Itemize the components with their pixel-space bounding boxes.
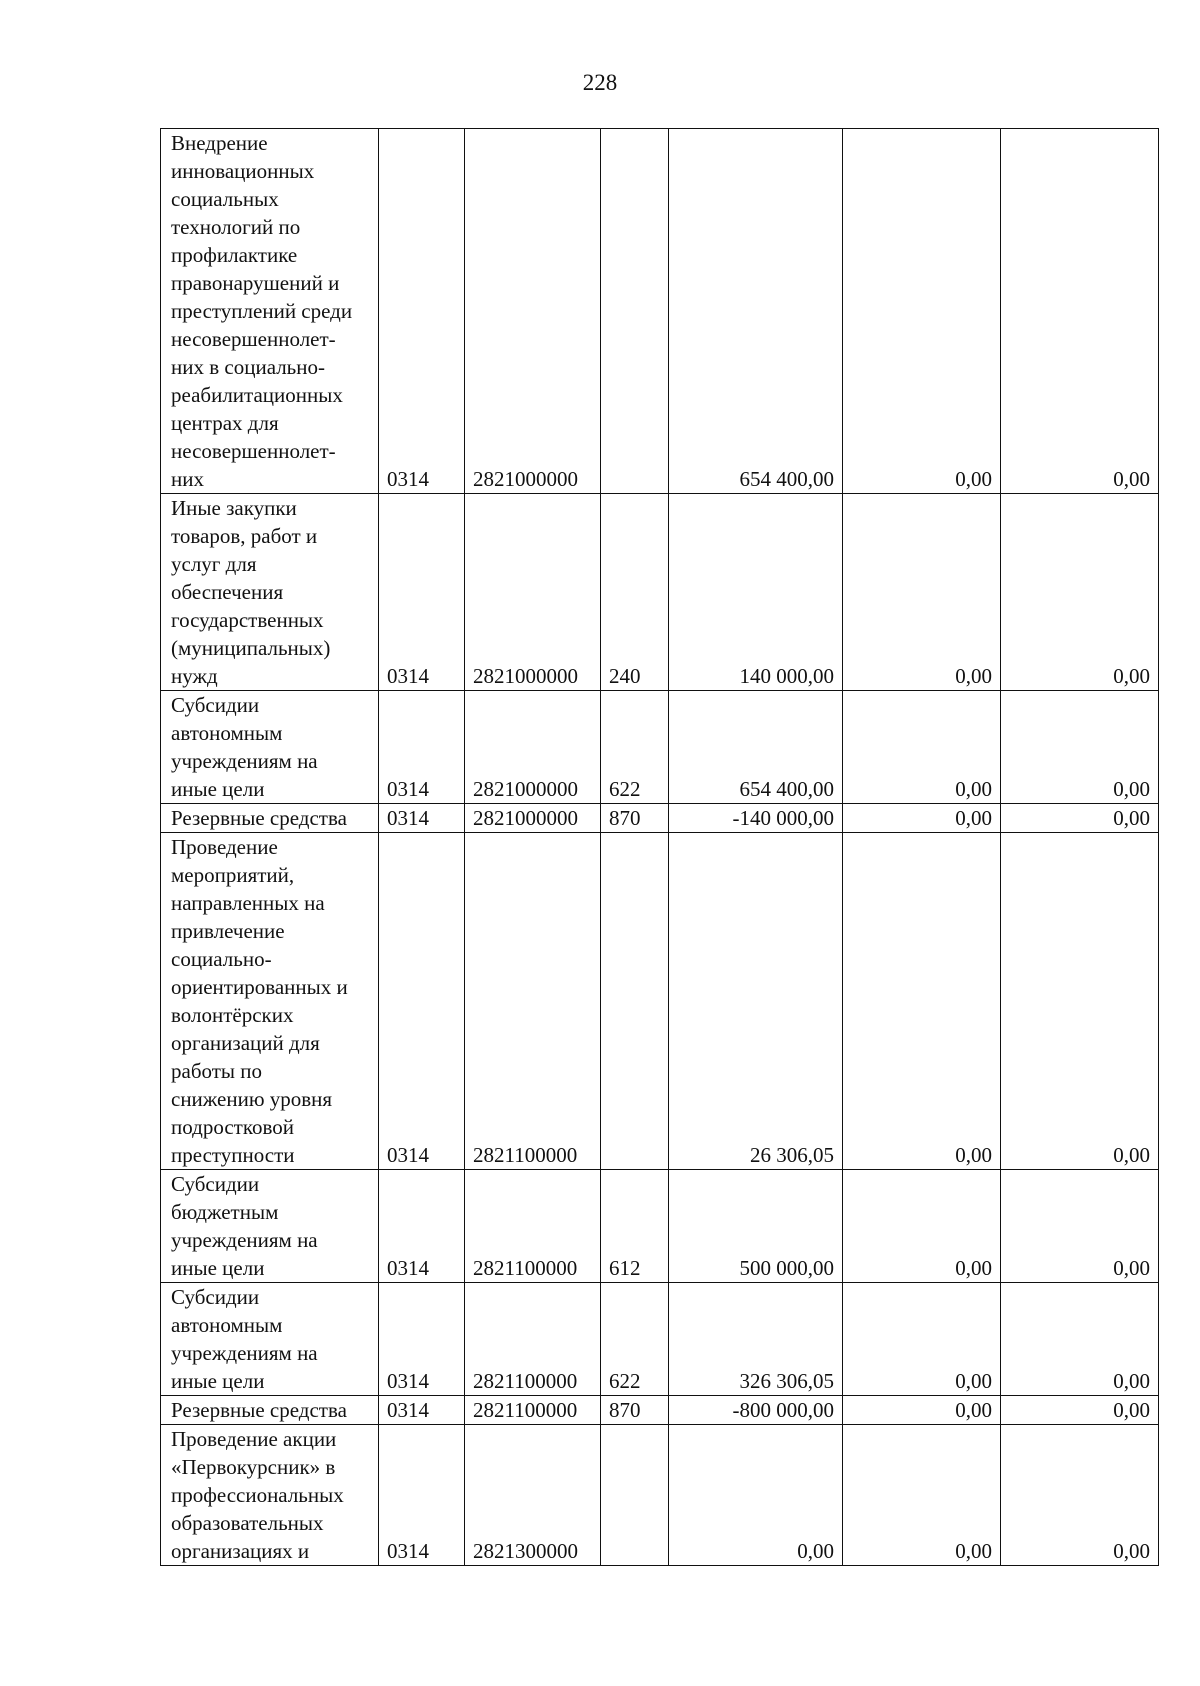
section-cell: 0314 bbox=[379, 1425, 465, 1566]
page-number: 228 bbox=[582, 70, 618, 95]
row-name-line: Субсидии bbox=[171, 1285, 260, 1309]
amount-3-cell: 0,00 bbox=[1001, 691, 1159, 804]
row-name-line: преступлений среди bbox=[171, 299, 353, 323]
section-cell: 0314 bbox=[379, 129, 465, 494]
row-name-line: них bbox=[171, 467, 204, 491]
amount-2-cell: 0,00 bbox=[843, 1283, 1001, 1396]
row-name-cell bbox=[161, 1425, 379, 1566]
table-row bbox=[161, 129, 1159, 494]
amount-2-cell: 0,00 bbox=[843, 804, 1001, 833]
amount-2-cell: 0,00 bbox=[843, 1170, 1001, 1283]
row-name-line: Иные закупки bbox=[171, 496, 297, 520]
row-name-line: «Первокурсник» в bbox=[171, 1455, 336, 1479]
table-row bbox=[161, 1425, 1159, 1566]
section-cell: 0314 bbox=[379, 833, 465, 1170]
row-name-line: ориентированных и bbox=[171, 975, 348, 999]
row-name-line: нужд bbox=[171, 664, 218, 688]
row-name-line: социальных bbox=[171, 187, 279, 211]
row-name-line: несовершеннолет- bbox=[171, 327, 336, 351]
row-name-cell bbox=[161, 1283, 379, 1396]
row-name-line: автономным bbox=[171, 721, 283, 745]
expense-type-cell bbox=[601, 129, 669, 494]
amount-3-cell: 0,00 bbox=[1001, 1396, 1159, 1425]
row-name-line: автономным bbox=[171, 1313, 283, 1337]
amount-3-cell: 0,00 bbox=[1001, 804, 1159, 833]
amount-3-cell: 0,00 bbox=[1001, 129, 1159, 494]
row-name-line: учреждениям на bbox=[171, 1341, 318, 1365]
row-name-line: Внедрение bbox=[171, 131, 268, 155]
amount-2-cell: 0,00 bbox=[843, 833, 1001, 1170]
table-body bbox=[161, 129, 1159, 1566]
row-name-line: образовательных bbox=[171, 1511, 324, 1535]
table-row bbox=[161, 1170, 1159, 1283]
row-name-line: направленных на bbox=[171, 891, 325, 915]
amount-2-cell: 0,00 bbox=[843, 129, 1001, 494]
row-name-line: учреждениям на bbox=[171, 749, 318, 773]
amount-cell: -140 000,00 bbox=[669, 804, 843, 833]
row-name-cell bbox=[161, 804, 379, 833]
row-name-line: преступности bbox=[171, 1143, 295, 1167]
row-name-line: технологий по bbox=[171, 215, 301, 239]
amount-3-cell: 0,00 bbox=[1001, 833, 1159, 1170]
row-name-line: профилактике bbox=[171, 243, 298, 267]
section-cell: 0314 bbox=[379, 494, 465, 691]
amount-3-cell: 0,00 bbox=[1001, 1283, 1159, 1396]
amount-2-cell: 0,00 bbox=[843, 1425, 1001, 1566]
row-name-cell bbox=[161, 1396, 379, 1425]
row-name-line: бюджетным bbox=[171, 1200, 279, 1224]
amount-cell: 500 000,00 bbox=[669, 1170, 843, 1283]
row-name-line: них в социально- bbox=[171, 355, 325, 379]
row-name-line: обеспечения bbox=[171, 580, 284, 604]
row-name-line: инновационных bbox=[171, 159, 315, 183]
row-name-line: подростковой bbox=[171, 1115, 294, 1139]
section-cell: 0314 bbox=[379, 1170, 465, 1283]
row-name-line: организаций для bbox=[171, 1031, 320, 1055]
expense-type-cell: 870 bbox=[601, 1396, 669, 1425]
table-row bbox=[161, 691, 1159, 804]
amount-cell: 326 306,05 bbox=[669, 1283, 843, 1396]
row-name-line: учреждениям на bbox=[171, 1228, 318, 1252]
row-name-line: центрах для bbox=[171, 411, 279, 435]
row-name-line: Проведение bbox=[171, 835, 278, 859]
row-name-line: Субсидии bbox=[171, 693, 260, 717]
target-article-cell: 2821000000 bbox=[465, 691, 601, 804]
amount-cell: 140 000,00 bbox=[669, 494, 843, 691]
table-row bbox=[161, 833, 1159, 1170]
amount-2-cell: 0,00 bbox=[843, 691, 1001, 804]
amount-2-cell: 0,00 bbox=[843, 494, 1001, 691]
amount-2-cell: 0,00 bbox=[843, 1396, 1001, 1425]
target-article-cell: 2821000000 bbox=[465, 804, 601, 833]
row-name-line: правонарушений и bbox=[171, 271, 340, 295]
section-cell: 0314 bbox=[379, 1283, 465, 1396]
row-name-line: Проведение акции bbox=[171, 1427, 337, 1451]
row-name-line: (муниципальных) bbox=[171, 636, 331, 660]
section-cell: 0314 bbox=[379, 691, 465, 804]
row-name-line: иные цели bbox=[171, 1369, 265, 1393]
row-name-line: профессиональных bbox=[171, 1483, 344, 1507]
section-cell: 0314 bbox=[379, 804, 465, 833]
target-article-cell: 2821100000 bbox=[465, 1170, 601, 1283]
row-name-line: снижению уровня bbox=[171, 1087, 333, 1111]
row-name-line: услуг для bbox=[171, 552, 257, 576]
table-row bbox=[161, 494, 1159, 691]
row-name-cell bbox=[161, 1170, 379, 1283]
row-name-line: привлечение bbox=[171, 919, 285, 943]
row-name-line: иные цели bbox=[171, 777, 265, 801]
amount-cell: -800 000,00 bbox=[669, 1396, 843, 1425]
table-row bbox=[161, 1396, 1159, 1425]
row-name-line: несовершеннолет- bbox=[171, 439, 336, 463]
row-name-line: Субсидии bbox=[171, 1172, 260, 1196]
row-name-line: Резервные средства bbox=[171, 806, 347, 830]
amount-cell: 26 306,05 bbox=[669, 833, 843, 1170]
row-name-cell bbox=[161, 129, 379, 494]
row-name-line: волонтёрских bbox=[171, 1003, 294, 1027]
row-name-line: Резервные средства bbox=[171, 1398, 347, 1422]
row-name-cell bbox=[161, 494, 379, 691]
table-row bbox=[161, 1283, 1159, 1396]
row-name-cell bbox=[161, 833, 379, 1170]
amount-3-cell: 0,00 bbox=[1001, 1425, 1159, 1566]
budget-table bbox=[160, 128, 1159, 1566]
target-article-cell: 2821000000 bbox=[465, 494, 601, 691]
expense-type-cell: 622 bbox=[601, 691, 669, 804]
section-cell: 0314 bbox=[379, 1396, 465, 1425]
amount-cell: 654 400,00 bbox=[669, 691, 843, 804]
row-name-line: иные цели bbox=[171, 1256, 265, 1280]
table-row bbox=[161, 804, 1159, 833]
row-name-line: мероприятий, bbox=[171, 863, 295, 887]
amount-3-cell: 0,00 bbox=[1001, 1170, 1159, 1283]
row-name-line: товаров, работ и bbox=[171, 524, 318, 548]
expense-type-cell: 622 bbox=[601, 1283, 669, 1396]
amount-cell: 654 400,00 bbox=[669, 129, 843, 494]
amount-3-cell: 0,00 bbox=[1001, 494, 1159, 691]
row-name-line: реабилитационных bbox=[171, 383, 343, 407]
expense-type-cell: 240 bbox=[601, 494, 669, 691]
row-name-line: государственных bbox=[171, 608, 324, 632]
expense-type-cell: 612 bbox=[601, 1170, 669, 1283]
row-name-line: работы по bbox=[171, 1059, 263, 1083]
expense-type-cell bbox=[601, 833, 669, 1170]
target-article-cell: 2821300000 bbox=[465, 1425, 601, 1566]
expense-type-cell: 870 bbox=[601, 804, 669, 833]
target-article-cell: 2821100000 bbox=[465, 1283, 601, 1396]
row-name-cell bbox=[161, 691, 379, 804]
expense-type-cell bbox=[601, 1425, 669, 1566]
target-article-cell: 2821100000 bbox=[465, 833, 601, 1170]
target-article-cell: 2821100000 bbox=[465, 1396, 601, 1425]
amount-cell: 0,00 bbox=[669, 1425, 843, 1566]
row-name-line: организациях и bbox=[171, 1539, 310, 1563]
row-name-line: социально- bbox=[171, 947, 272, 971]
target-article-cell: 2821000000 bbox=[465, 129, 601, 494]
